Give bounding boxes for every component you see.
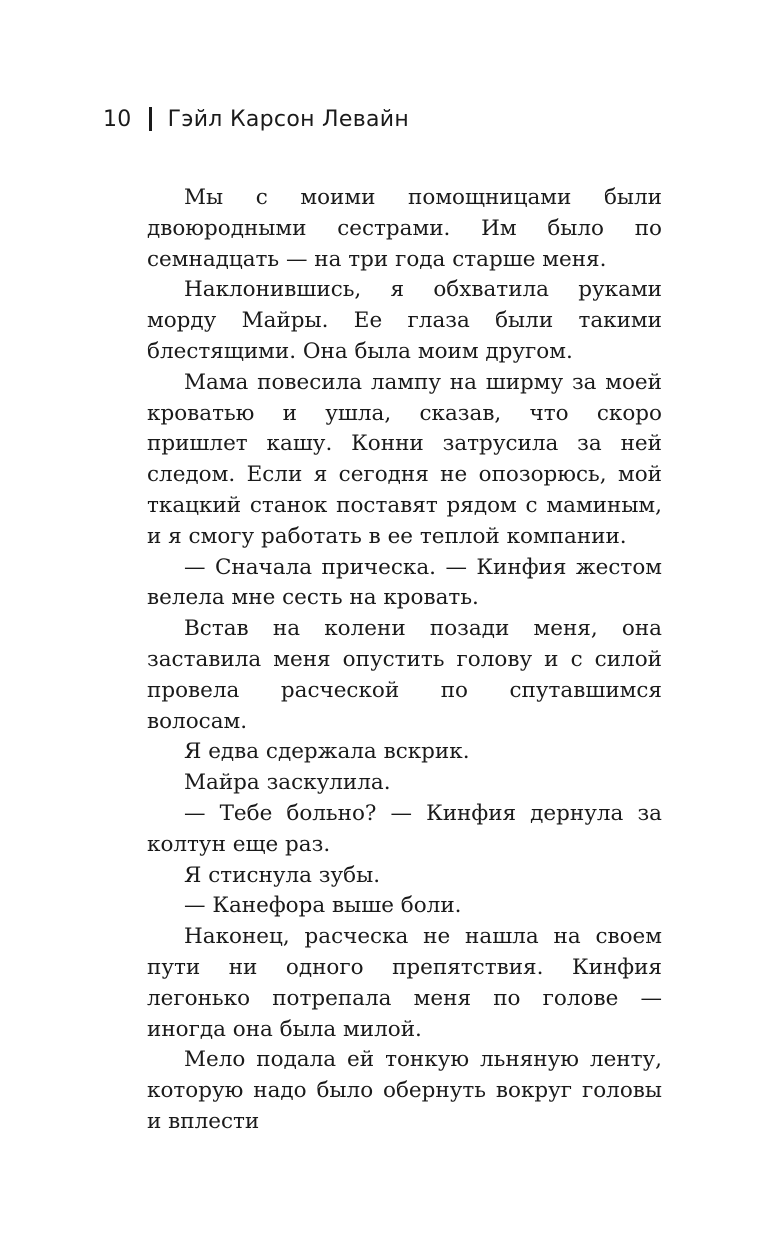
page-number: 10 [103,106,132,132]
paragraph: Мело подала ей тонкую льняную ленту, которую надо было обернуть вокруг головы и вплести [147,1047,662,1134]
running-head [103,101,409,137]
book-author: Гэйл Карсон Левайн [167,106,410,132]
paragraph: — Тебе больно? — Кинфия дернула за колтун еще раз. [147,800,662,857]
paragraph: Наклонившись, я обхватила руками морду Майры. Ее глаза были такими блестящими. Она была моим другом. [147,277,662,364]
paragraph: Наконец, расческа не нашла на своем пути ни одного препятствия. Кинфия легонько потрепала меня по голове — иногда она была милой. [147,924,662,1042]
paragraph: Майра заскулила. [184,770,391,796]
paragraph: Я стиснула зубы. [184,862,381,888]
header-separator [149,107,152,131]
paragraph: — Канефора выше боли. [184,893,462,919]
page-body [147,183,662,1138]
paragraph: Мы с моими помощницами были двоюродными сестрами. Им было по семнадцать — на три года старше меня. [147,185,662,272]
paragraph: Мама повесила лампу на ширму за моей кроватью и ушла, сказав, что скоро пришлет кашу. Конни затрусила за ней следом. Если я сегодня не опозорюсь, мой ткацкий станок поставят рядом с маминым, и я смогу работать в ее теплой компании. [147,369,662,549]
paragraph: Я едва сдержала вскрик. [184,739,470,765]
paragraph: Встав на колени позади меня, она заставила меня опустить голову и с силой провела расческой по спутавшимся волосам. [147,616,662,734]
paragraph: — Сначала прическа. — Кинфия жестом велела мне сесть на кровать. [147,554,662,611]
